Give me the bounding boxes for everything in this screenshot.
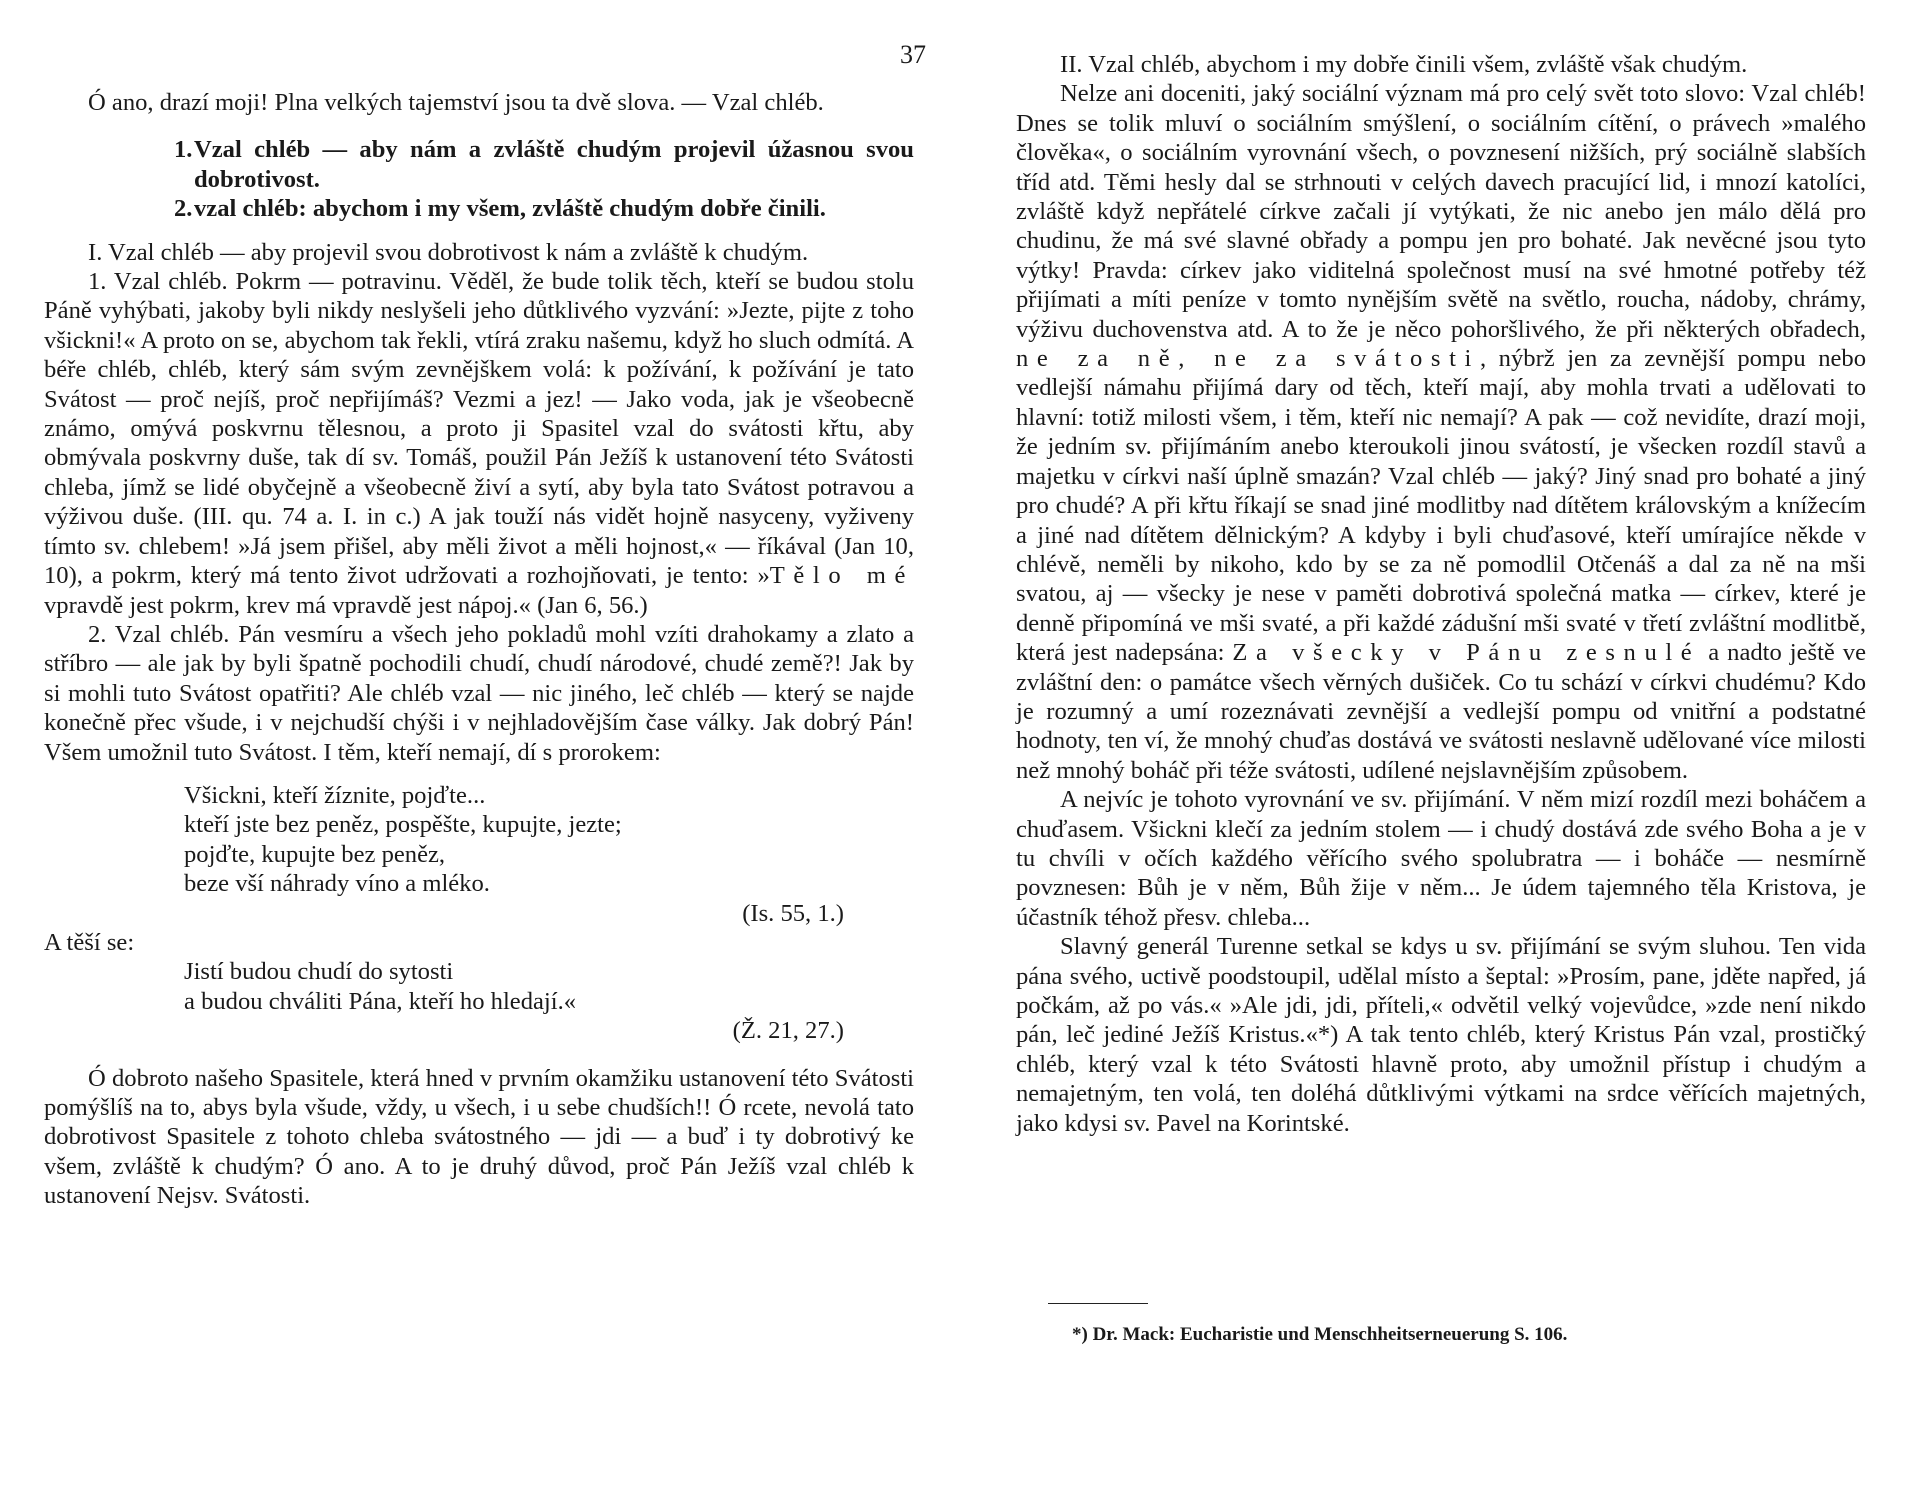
body-paragraph xyxy=(1016,79,1866,785)
section-heading: I. Vzal chléb — aby projevil svou dobrotivost k nám a zvláště k chudým. xyxy=(88,238,809,266)
section-heading: II. Vzal chléb, abychom i my dobře činili všem, zvláště však chudým. xyxy=(1060,51,1748,78)
outline-number: 1. xyxy=(174,136,193,164)
paragraph-text: vpravdě jest pokrm, krev má vpravdě jest nápoj.« (Jan 6, 56.) xyxy=(44,591,648,619)
footnote: *) Dr. Mack: Eucharistie und Menschheitserneuerung S. 106. xyxy=(1072,1324,1568,1345)
body-paragraph xyxy=(44,267,914,620)
citation: (Ž. 21, 27.) xyxy=(732,1017,844,1045)
quote-line: kteří jste bez peněz, pospěšte, kupujte, jezte; xyxy=(184,811,622,839)
citation: (Is. 55, 1.) xyxy=(742,899,844,927)
paragraph-text: , nýbrž jen za zevnější pompu nebo vedlejší námahu přijímá dary od těch, kteří mají, aby mohla trvati a udělovati to hlavní: totiž milosti všem, i těm, kteří nic nemají? A pak — což nevidíte, drazí moji, že jedním sv. přijímáním anebo kteroukoli jinou svátostí, je všecken rozdíl stavů a majetku v církvi naší úplně smazán? Vzal chléb — jaký? Jiný snad pro bohaté a jiný pro chudé? A při křtu říkají se snad jiné modlitby nad dítětem královským a knížecím a jiné nad dítětem dělnickým? A kdyby i byli chuďasové, kteří umírajíce někde v chlévě, neměli by nikoho, kdo by se za ně pomodlil Otčenáš a dal za ně na mši svatou, aj — všecky je nese v paměti dobrotivá společná matka — církev, které je denně připomíná ve mši svaté, a při každé zádušní mši svaté v třetí zvláštní modlitbě, která jest nadepsána: xyxy=(1016,345,1866,667)
outline-text: Vzal chléb — aby nám a zvláště chudým projevil úžasnou svou dobrotivost. xyxy=(194,136,914,193)
quote-line: beze vší náhrady víno a mléko. xyxy=(184,870,490,898)
quote-line: Všickni, kteří žíznite, pojďte... xyxy=(184,781,486,809)
spaced-emphasis: Tělo mé xyxy=(769,562,914,590)
outline-text: vzal chléb: abychom i my všem, zvláště chudým dobře činili. xyxy=(194,195,826,223)
intro-paragraph: Ó ano, drazí moji! Plna velkých tajemství jsou ta dvě slova. — Vzal chléb. xyxy=(88,89,824,116)
quote-line: pojďte, kupujte bez peněz, xyxy=(184,840,446,868)
scripture-quote xyxy=(44,781,914,1046)
right-text xyxy=(1016,50,1866,1138)
footnote-divider xyxy=(1048,1303,1148,1304)
body-paragraph: 2. Vzal chléb. Pán vesmíru a všech jeho pokladů mohl vzíti drahokamy a zlato a stříbro — ale jak by byli špatně pochodili chudí, chudí národové, chudé země?! Jak by si mohli tuto Svátost opatřiti? Ale chléb vzal — nic jiného, leč chléb — který se najde konečně přec všude, i v nejchudší chýši i v nejhladovějším čase války. Jak dobrý Pán! Všem umožnil tuto Svátost. I těm, kteří nemají, dí s prorokem: xyxy=(44,620,914,766)
sermon-outline xyxy=(44,135,914,223)
quote-line: a budou chváliti Pána, kteří ho hledají.« xyxy=(184,987,577,1015)
quote-line: Jistí budou chudí do sytosti xyxy=(184,958,454,986)
page-number: 37 xyxy=(900,40,926,69)
body-paragraph: Ó dobroto našeho Spasitele, která hned v prvním okamžiku ustanovení této Svátosti pomýšlíš na to, abys byla všude, vždy, u všech, i u sebe chudších!! Ó rcete, nevolá tato dobrotivost Spasitele z tohoto chleba svátostného — jdi — a buď i ty dobrotivý ke všem, zvláště k chudým? Ó ano. A to je druhý důvod, proč Pán Ježíš vzal chléb k ustanovení Nejsv. Svátosti. xyxy=(44,1064,914,1210)
spaced-emphasis: ne za ně, ne za svátosti xyxy=(1016,345,1480,373)
comforts-line: A těší se: xyxy=(44,928,135,956)
paragraph-text: a nadto ještě ve zvláštní den: o památce všech věrných dušiček. Co tu schází v církvi chudému? Kdo je rozumný a umí rozeznávati zevnější a vedlejší pompu od vnitřní a podstatné hodnoty, ten ví, že mnohý chuďas dostává ve svátosti neslavně udělované více milosti než mnohý boháč při téže svátosti, udílené nejslavnějším způsobem. xyxy=(1016,639,1866,784)
outline-number: 2. xyxy=(174,195,193,223)
outline-item xyxy=(174,135,914,194)
paragraph-text: Nelze ani doceniti, jaký sociální význam má pro celý svět toto slovo: Vzal chléb! Dnes se tolik mluví o sociálním smýšlení, o sociálním cítění, o právech »malého člověka«, o sociálním vyrovnání všech, o povznesení nižších, prý sociálně slabších tříd atd. Těmi hesly dal se strhnouti v celých davech pracující lid, i mnozí katolíci, zvláště když nepřátelé církve začali jí vytýkati, že nic anebo jen málo dělá pro chudinu, že má své slavné obřady a pompu jen pro bohaté. Jak nevěcné jsou tyto výtky! Pravda: církev jako viditelná společnost musí na své hmotné potřeby též přijímati a míti peníze v tomto nynějším světě na světlo, roucha, nádoby, chrámy, výživu duchovenstva atd. A to že je něco pohoršlivého, že při některých obřadech, xyxy=(1016,80,1866,343)
right-page xyxy=(964,0,1928,1500)
outline-item xyxy=(174,194,914,223)
spaced-emphasis: Za všecky v Pánu zesnulé xyxy=(1232,639,1701,667)
left-text xyxy=(44,88,914,1211)
paragraph-text: 1. Vzal chléb. Pokrm — potravinu. Věděl, že bude tolik těch, kteří se budou stolu Páně vyhýbati, jakoby byli nikdy neslyšeli jeho důtklivého vyzvání: »Jezte, pijte z toho všickni!« A proto on se, abychom tak řekli, vtírá zraku našemu, když ho sluch odmítá. A béře chléb, chléb, který sám svým zevnějškem volá: k požívání, k požívání je tato Svátost — proč nejíš, proč nepřijímáš? Vezmi a jez! — Jako voda, jak je všeobecně známo, omývá poskvrnu tělesnou, a proto ji Spasitel vzal do svátosti křtu, aby obmývala poskvrny duše, tak dí sv. Tomáš, použil Pán Ježíš k ustanovení této Svátosti chleba, jímž se lidé obyčejně a všeobecně živí a sytí, aby byla tato Svátost potravou a výživou duše. (III. qu. 74 a. I. in c.) A jak touží nás vidět hojně nasyceny, vyživeny tímto sv. chlebem! »Já jsem přišel, aby měli život a měli hojnost,« — říkával (Jan 10, 10), a pokrm, který má tento život udržovati a rozhojňovati, je tento: » xyxy=(44,268,914,590)
body-paragraph: Slavný generál Turenne setkal se kdys u sv. přijímání se svým sluhou. Ten vida pána svého, uctivě poodstoupil, udělal místo a šeptal: »Prosím, pane, jděte napřed, já počkám, až po vás.« »Ale jdi, jdi, příteli,« odvětil velký vojevůdce, »zde není nikdo pán, leč jediné Ježíš Kristus.«*) A tak tento chléb, který Kristus Pán vzal, prostičký chléb, který vzal k této Svátosti hlavně proto, aby umožnil přístup i chudým a nemajetným, ten volá, ten doléhá důtklivými výtkami na srdce věřících majetných, jako kdysi sv. Pavel na Korintské. xyxy=(1016,933,1866,1137)
body-paragraph: A nejvíc je tohoto vyrovnání ve sv. přijímání. V něm mizí rozdíl mezi boháčem a chuďasem. Všickni klečí za jedním stolem — i chudý dostává zde svého Boha a je v tu chvíli v očích každého věřícího svého spolubratra — i boháče — nesmírně povznesen: Bůh je v něm, Bůh žije v něm... Je údem tajemného těla Kristova, je účastník téhož přesv. chleba... xyxy=(1016,786,1866,931)
